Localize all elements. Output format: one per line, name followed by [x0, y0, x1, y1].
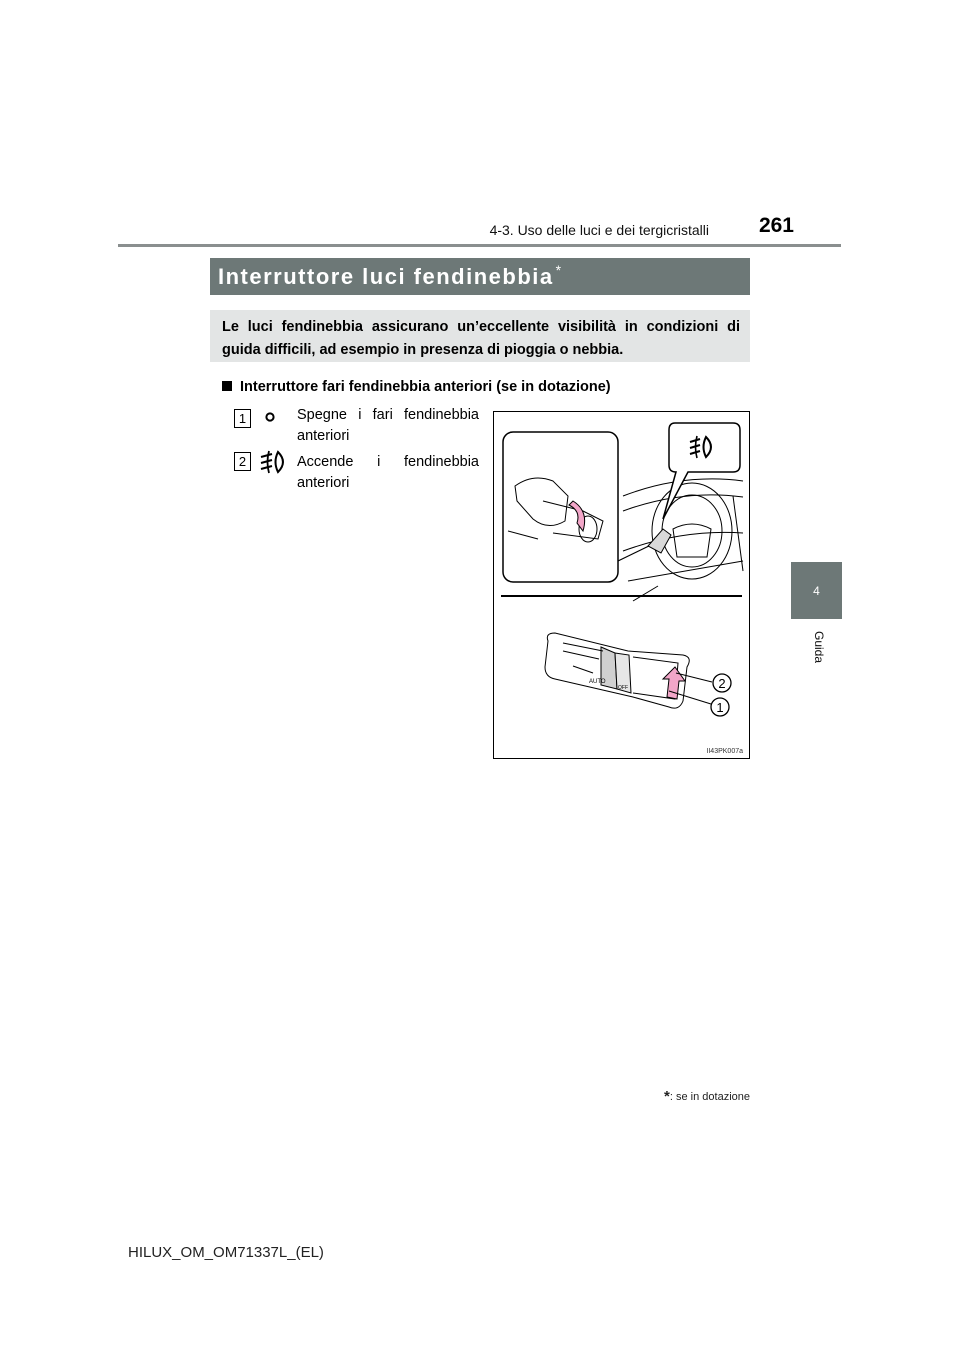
- fog-switch-illustration: [493, 411, 750, 759]
- callout-1: 1: [716, 700, 724, 715]
- square-bullet-icon: [222, 381, 232, 391]
- page-heading: [218, 264, 563, 290]
- footnote: [606, 1088, 750, 1105]
- switch-label-off: OFF: [618, 685, 628, 691]
- section-title: 4-3. Uso delle luci e dei tergicristalli: [489, 222, 709, 238]
- fog-light-off-icon: [264, 410, 276, 428]
- document-id: HILUX_OM_OM71337L_(EL): [128, 1244, 324, 1261]
- item-number-1: 1: [234, 409, 251, 428]
- chapter-number: 4: [813, 583, 820, 598]
- switch-label-auto: AUTO: [589, 679, 606, 685]
- subheading-text: Interruttore fari fendinebbia anteriori (se in dotazione): [240, 379, 611, 395]
- item-text-1: Spegne i fari fendinebbia anteriori: [297, 407, 479, 444]
- item-number-2: 2: [234, 452, 251, 471]
- intro-text: Le luci fendinebbia assicurano un’eccellente visibilità in condizioni di guida difficili, ad esempio in presenza di pioggia o nebbia.: [222, 319, 740, 358]
- page-number: 261: [758, 214, 794, 237]
- heading-asterisk: *: [555, 262, 563, 278]
- front-fog-light-icon: [258, 448, 290, 481]
- header-rule: [118, 244, 841, 247]
- figure-code: II43PK007a: [706, 748, 743, 755]
- callout-2: 2: [718, 676, 726, 691]
- heading-text: Interruttore luci fendinebbia: [218, 264, 554, 289]
- chapter-label: Guida: [812, 630, 826, 664]
- subheading: [222, 379, 611, 395]
- footnote-text: : se in dotazione: [669, 1091, 750, 1103]
- item-text-2: Accende i fendinebbia anteriori: [297, 454, 479, 491]
- footnote-asterisk: *: [664, 1088, 670, 1105]
